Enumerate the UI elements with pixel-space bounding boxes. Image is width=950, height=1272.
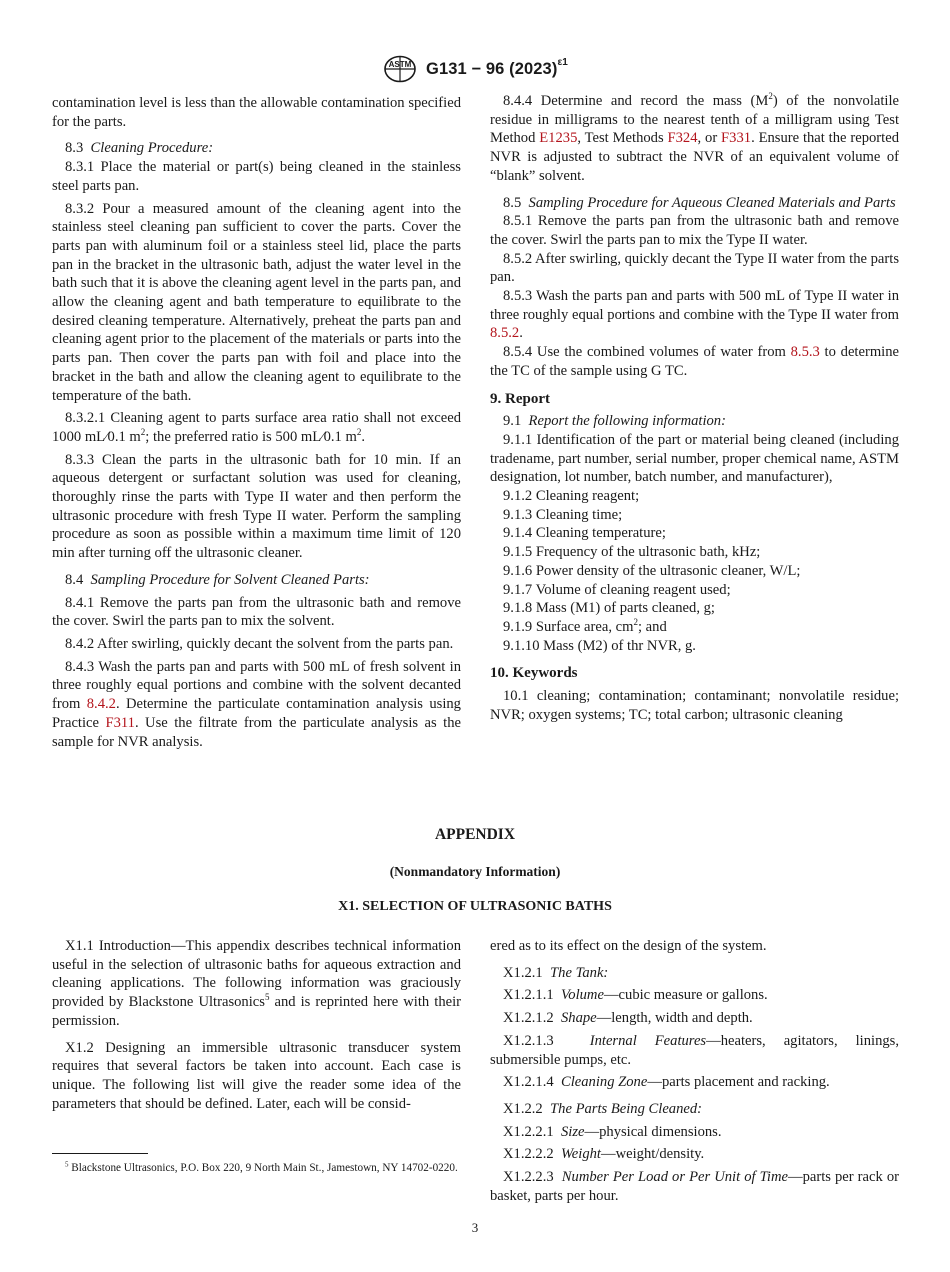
appendix-title: APPENDIX — [434, 826, 516, 843]
epsilon-mark: ε1 — [557, 57, 568, 68]
paragraph-8-5-3: 8.5.3 Wash the parts pan and parts with 500 mL of Type II water in three roughly equal portions and combine with the Type II water from 8.5.2. — [490, 288, 899, 342]
ref-link-e1235[interactable]: E1235 — [539, 130, 578, 147]
list-item-9-1-10: 9.1.10 Mass (M2) of thr NVR, g. — [503, 637, 696, 654]
paragraph-8-5-4: 8.5.4 Use the combined volumes of water from 8.5.3 to determine the TC of the sample using G TC. — [490, 344, 900, 379]
paragraph-8-4-1: 8.4.1 Remove the parts pan from the ultrasonic bath and remove the cover. Swirl the parts pan to mix the solvent. — [52, 594, 461, 630]
ref-link-8-5-3[interactable]: 8.5.3 — [790, 344, 820, 361]
paragraph-9-1-1: 9.1.1 Identification of the part or material being cleaned (including tradename, part number, serial number, proper chemical name, ASTM designation, lot number, batch number, and manufacturer), — [490, 431, 899, 486]
list-item-9-1-6: 9.1.6 Power density of the ultrasonic cleaner, W/L; — [503, 562, 801, 579]
paragraph-10-1: 10.1 cleaning; contamination; contaminant; nonvolatile residue; NVR; oxygen systems; TC; total carbon; ultrasonic cleaning — [490, 688, 899, 723]
right-column-top — [490, 92, 899, 725]
paragraph-8-5-1: 8.5.1 Remove the parts pan from the ultrasonic bath and remove the cover. Swirl the parts pan to mix the Type II water. — [490, 213, 899, 248]
paragraph-8-4-2: 8.4.2 After swirling, quickly decant the solvent from the parts pan. — [65, 635, 454, 652]
paragraph-8-3-2-1: 8.3.2.1 Cleaning agent to parts surface area ratio shall not exceed 1000 mL⁄0.1 $m^2$; the preferred ratio is 500 mL⁄0.1 $m^2$. — [52, 410, 461, 445]
appendix-subtitle: (Nonmandatory Information) — [389, 864, 561, 879]
paragraph-x1-2: X1.2 Designing an immersible ultrasonic transducer system requires that several factors be taken into account. Each case is unique. The following list will give the reader some idea of the parameters that should be defined. Later, each will be consid- — [52, 1039, 461, 1112]
section-10-heading: 10. Keywords — [490, 665, 578, 682]
paragraph-8-3-1: 8.3.1 Place the material or part(s) being cleaned in the stainless steel parts pan. — [52, 159, 461, 194]
appendix-section-heading: X1. SELECTION OF ULTRASONIC BATHS — [338, 899, 612, 914]
ref-link-8-5-2[interactable]: 8.5.2 — [490, 325, 520, 342]
paragraph-8-3-2: 8.3.2 Pour a measured amount of the cleaning agent into the stainless steel cleaning pan sufficient to cover the parts. Cover the parts pan with aluminum foil or a stainless steel lid, place the parts pan in the bracket in the ultrasonic bath, adjust the water level in the bath such that it is above the cleaning agent level in the parts pan, and allow the cleaning agent and bath temperature to equilibrate to the desired cleaning temperature. Alternatively, preheat the parts pan and cleaning agent prior to the placement of the materials or parts into the parts pan. Then cover the parts pan with foil and place into the bracket in the bath and allow the cleaning agent to equilibrate to the temperature of the bath. — [52, 200, 461, 404]
page-header — [0, 54, 950, 84]
footnote-number: 5 — [65, 1160, 69, 1169]
section-9-1-heading: 9.1 Report the following information: — [503, 413, 726, 430]
section-x1-2-2-heading: X1.2.2 The Parts Being Cleaned: — [503, 1100, 703, 1117]
ref-link-8-4-2[interactable]: 8.4.2 — [86, 696, 116, 713]
paragraph-continuation: contamination level is less than the allowable contamination specified for the parts. — [52, 95, 461, 130]
footnote-divider — [52, 1153, 148, 1154]
list-item-9-1-8: 9.1.8 Mass (M1) of parts cleaned, g; — [503, 600, 715, 617]
section-8-3-heading: 8.3 Cleaning Procedure: — [65, 140, 214, 157]
footnote-marker: 5 — [264, 992, 270, 1003]
paragraph-8-4-4: 8.4.4 Determine and record the mass $(M^2)$ of the nonvolatile residue in milligrams to the nearest tenth of a milligram using Test Method E1235, Test Methods F324, or F331. Ensure that the reported NVR is adjusted to subtract the NVR of an equivalent volume of “blank” solvent. — [490, 91, 900, 184]
list-item-9-1-2: 9.1.2 Cleaning reagent; — [503, 488, 640, 505]
paragraph-8-3-3: 8.3.3 Clean the parts in the ultrasonic bath for 10 min. If an aqueous detergent or surfactant solution was used for cleaning, thoroughly rinse the parts with Type II water and then perform the ultrasonic procedure with fresh Type II water. Perform the sampling procedure as soon as possible within a maximum time limit of 120 min after turning off the ultrasonic cleaner. — [52, 451, 461, 562]
paragraph-x1-2-1-4: X1.2.1.4 Cleaning Zone—parts placement and racking. — [503, 1074, 830, 1091]
page-number: 3 — [471, 1220, 479, 1235]
paragraph-continuation-x1-2: ered as to its effect on the design of the system. — [490, 938, 767, 954]
paragraph-x1-1: X1.1 Introduction—This appendix describes technical information useful in the selection of ultrasonic baths for aqueous extraction and cleaning applications. The following information was graciously provided by Blackstone Ultrasonics$^5$ and is reprinted here with their permission. — [52, 938, 462, 1029]
paragraph-x1-2-1-3: X1.2.1.3 Internal Features—heaters, agitators, linings, submersible pumps, etc. — [490, 1032, 899, 1068]
list-item-9-1-7: 9.1.7 Volume of cleaning reagent used; — [503, 581, 731, 598]
footnote-text: Blackstone Ultrasonics, P.O. Box 220, 9 North Main St., Jamestown, NY 14702-0220. — [68, 1162, 458, 1174]
paragraph-8-5-2: 8.5.2 After swirling, quickly decant the Type II water from the parts pan. — [490, 250, 899, 286]
section-8-4-heading: 8.4 Sampling Procedure for Solvent Cleaned Parts: — [65, 571, 370, 588]
astm-logo — [382, 55, 418, 83]
ref-link-f331[interactable]: F331 — [721, 130, 752, 147]
list-item-9-1-3: 9.1.3 Cleaning time; — [503, 506, 623, 523]
list-item-9-1-5: 9.1.5 Frequency of the ultrasonic bath, kHz; — [503, 544, 761, 561]
ref-link-f311[interactable]: F311 — [105, 714, 135, 731]
left-column-bottom — [52, 937, 461, 1113]
section-x1-2-1-heading: X1.2.1 The Tank: — [503, 964, 609, 981]
paragraph-8-4-3: 8.4.3 Wash the parts pan and parts with 500 mL of fresh solvent in three roughly equal portions and combine with the solvent decanted from 8.4.2. Determine the particulate contamination analysis using Practice F311. Use the filtrate from the particulate analysis as the sample for NVR analysis. — [52, 658, 461, 750]
paragraph-x1-2-2-2: X1.2.2.2 Weight—weight/density. — [503, 1146, 705, 1163]
footnote — [52, 1161, 461, 1176]
paragraph-x1-2-1-2: X1.2.1.2 Shape—length, width and depth. — [503, 1010, 753, 1027]
ref-link-f324[interactable]: F324 — [667, 130, 698, 147]
left-column-top — [52, 94, 461, 751]
paragraph-x1-2-1-1: X1.2.1.1 Volume—cubic measure or gallons. — [503, 987, 768, 1004]
right-column-bottom — [490, 937, 899, 1205]
list-item-9-1-4: 9.1.4 Cleaning temperature; — [503, 525, 666, 542]
section-8-5-heading: 8.5 Sampling Procedure for Aqueous Cleaned Materials and Parts — [503, 194, 896, 211]
list-item-9-1-9: 9.1.9 Surface area, $cm^2$; and — [503, 617, 667, 635]
section-9-heading: 9. Report — [490, 390, 550, 407]
astm-logo-text: ASTM — [388, 60, 412, 69]
document-designation: G131 − 96 $(2023)^{\varepsilon 1}$ — [426, 57, 568, 78]
paragraph-x1-2-2-1: X1.2.2.1 Size—physical dimensions. — [503, 1123, 722, 1140]
paragraph-x1-2-2-3: X1.2.2.3 Number Per Load or Per Unit of Time—parts per rack or basket, parts per hour. — [490, 1169, 900, 1204]
